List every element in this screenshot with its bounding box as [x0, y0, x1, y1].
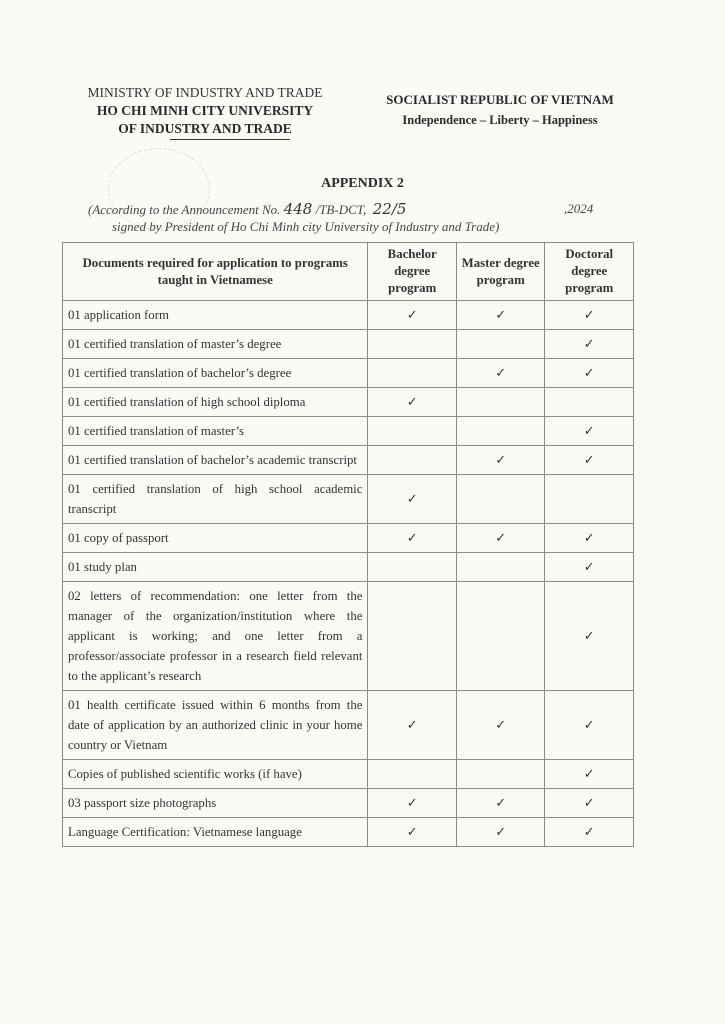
document-cell: 01 certified translation of high school academic transcript	[63, 475, 368, 524]
table-row	[63, 553, 634, 582]
table-header-row	[63, 243, 634, 301]
bachelor-check	[368, 359, 457, 388]
bachelor-check	[368, 330, 457, 359]
table-row	[63, 524, 634, 553]
document-cell: 01 certified translation of master’s degree	[63, 330, 368, 359]
master-check	[456, 582, 545, 691]
national-motto: Independence – Liberty – Happiness	[402, 113, 598, 127]
table-row	[63, 359, 634, 388]
bachelor-check	[368, 446, 457, 475]
signed-by-line: signed by President of Ho Chi Minh city University of Industry and Trade)	[112, 219, 500, 234]
master-check: ✓	[456, 818, 545, 847]
doctoral-check: ✓	[545, 582, 634, 691]
table-row	[63, 301, 634, 330]
doctoral-check: ✓	[545, 330, 634, 359]
announcement-number: 448	[283, 200, 313, 218]
document-cell: 01 health certificate issued within 6 months from the date of application by an authorized clinic in your home country or Vietnam	[63, 691, 368, 760]
master-check	[456, 475, 545, 524]
university-name-line1: HO CHI MINH CITY UNIVERSITY	[96, 103, 314, 118]
doctoral-check	[545, 475, 634, 524]
bachelor-check	[368, 582, 457, 691]
doctoral-check: ✓	[545, 524, 634, 553]
doctoral-check	[545, 388, 634, 417]
table-row	[63, 691, 634, 760]
documents-table	[62, 242, 634, 847]
doctoral-check: ✓	[545, 301, 634, 330]
master-check	[456, 330, 545, 359]
master-check: ✓	[456, 789, 545, 818]
document-cell: 01 study plan	[63, 553, 368, 582]
header-doctoral: Doctoral degree program	[545, 243, 634, 301]
bachelor-check: ✓	[368, 789, 457, 818]
document-cell: 03 passport size photographs	[63, 789, 368, 818]
ministry-name: MINISTRY OF INDUSTRY AND TRADE	[87, 85, 323, 100]
bachelor-check: ✓	[368, 691, 457, 760]
master-check: ✓	[456, 359, 545, 388]
announcement-year: ,2024	[564, 201, 594, 216]
table-row	[63, 330, 634, 359]
handwritten-date: 22/5	[372, 200, 407, 218]
doctoral-check: ✓	[545, 446, 634, 475]
master-check: ✓	[456, 691, 545, 760]
announcement-suffix: /TB-DCT,	[315, 202, 367, 217]
table-row	[63, 417, 634, 446]
table-row	[63, 582, 634, 691]
document-cell: 01 certified translation of bachelor’s degree	[63, 359, 368, 388]
master-check	[456, 388, 545, 417]
doctoral-check: ✓	[545, 818, 634, 847]
bachelor-check: ✓	[368, 475, 457, 524]
table-row	[63, 760, 634, 789]
document-cell: Language Certification: Vietnamese language	[63, 818, 368, 847]
document-cell: 01 certified translation of bachelor’s academic transcript	[63, 446, 368, 475]
bachelor-check: ✓	[368, 524, 457, 553]
national-header	[360, 90, 640, 130]
header-documents: Documents required for application to programs taught in Vietnamese	[63, 243, 368, 301]
document-cell: 01 copy of passport	[63, 524, 368, 553]
master-check	[456, 417, 545, 446]
document-cell: 01 certified translation of high school diploma	[63, 388, 368, 417]
table-row	[63, 818, 634, 847]
university-name-line2: OF INDUSTRY AND TRADE	[118, 121, 292, 136]
table-row	[63, 475, 634, 524]
announcement-prefix: (According to the Announcement No.	[88, 202, 281, 217]
master-check: ✓	[456, 446, 545, 475]
issuer-header	[70, 84, 340, 140]
doctoral-check: ✓	[545, 359, 634, 388]
doctoral-check: ✓	[545, 691, 634, 760]
document-cell: 01 certified translation of master’s	[63, 417, 368, 446]
bachelor-check	[368, 553, 457, 582]
doctoral-check: ✓	[545, 789, 634, 818]
bachelor-check	[368, 760, 457, 789]
table-row	[63, 789, 634, 818]
bachelor-check: ✓	[368, 388, 457, 417]
appendix-title: APPENDIX 2	[321, 176, 404, 191]
document-cell: Copies of published scientific works (if have)	[63, 760, 368, 789]
header-bachelor: Bachelor degree program	[368, 243, 457, 301]
master-check	[456, 553, 545, 582]
doctoral-check: ✓	[545, 553, 634, 582]
doctoral-check: ✓	[545, 417, 634, 446]
bachelor-check	[368, 417, 457, 446]
document-cell: 01 application form	[63, 301, 368, 330]
master-check	[456, 760, 545, 789]
republic-name: SOCIALIST REPUBLIC OF VIETNAM	[386, 92, 614, 107]
table-row	[63, 446, 634, 475]
document-cell: 02 letters of recommendation: one letter from the manager of the organization/institution where the applicant is working; and one letter from a professor/associate professor in a research field relevant to the applicant’s research	[63, 582, 368, 691]
doctoral-check: ✓	[545, 760, 634, 789]
announcement-reference	[88, 199, 594, 220]
table-row	[63, 388, 634, 417]
header-underline	[170, 139, 290, 140]
bachelor-check: ✓	[368, 301, 457, 330]
bachelor-check: ✓	[368, 818, 457, 847]
master-check: ✓	[456, 524, 545, 553]
master-check: ✓	[456, 301, 545, 330]
header-master: Master degree program	[456, 243, 545, 301]
